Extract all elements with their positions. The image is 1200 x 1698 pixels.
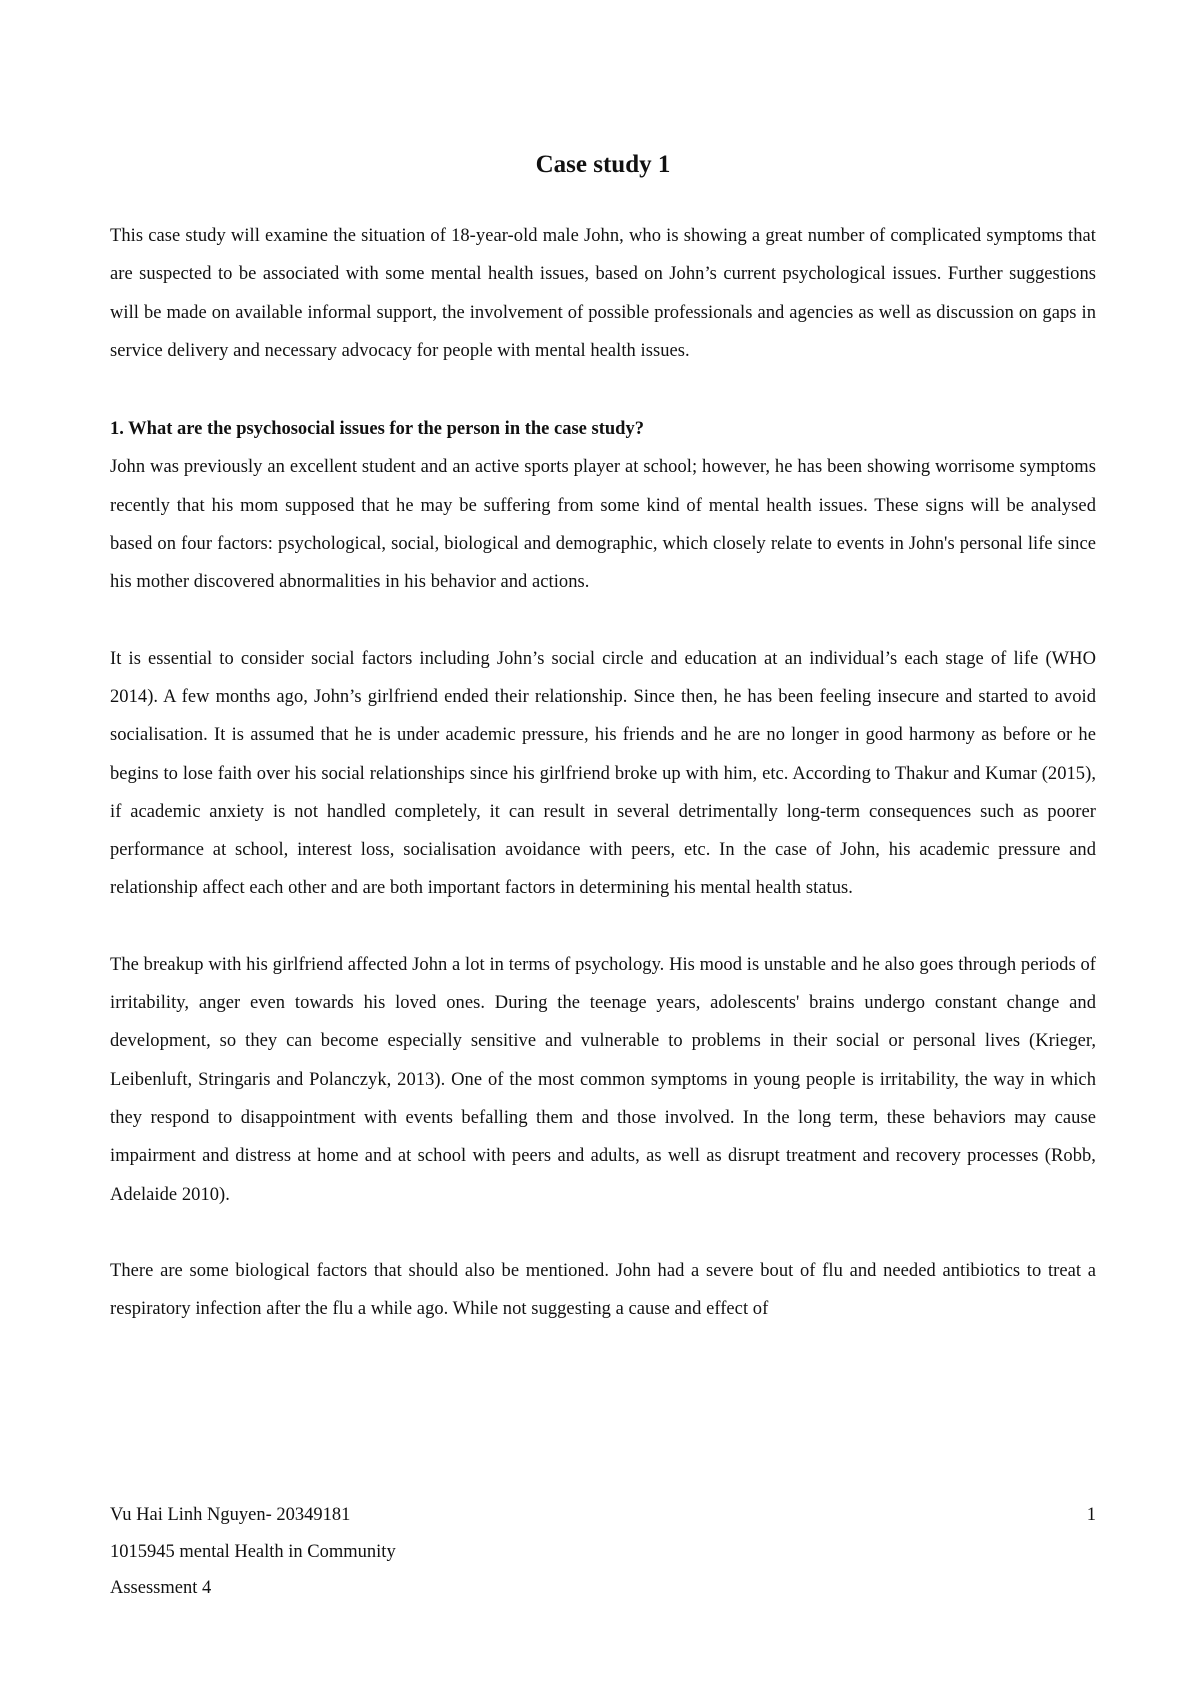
document-body (110, 145, 1096, 1328)
section-heading: 1. What are the psychosocial issues for the person in the case study? (110, 419, 644, 440)
footer-assessment: Assessment 4 (110, 1578, 212, 1598)
body-paragraph: The breakup with his girlfriend affected John a lot in terms of psychology. His mood is unstable and he also goes through periods of irritability, anger even towards his loved ones. During the teenage years, adolescents' brains undergo constant change and development, so they can become especially sensitive and vulnerable to problems in their social or personal lives (Krieger, Leibenluft, Stringaris and Polanczyk, 2013). One of the most common symptoms in young people is irritability, the way in which they respond to disappointment with events befalling them and those involved. In the long term, these behaviors may cause impairment and distress at home and at school with peers and adults, as well as disrupt treatment and recovery processes (Robb, Adelaide 2010). (110, 954, 1096, 1205)
footer-course: 1015945 mental Health in Community (110, 1541, 396, 1562)
body-paragraph: It is essential to consider social factors including John’s social circle and education at an individual’s each stage of life (WHO 2014). A few months ago, John’s girlfriend ended their relationship. Since then, he has been feeling insecure and started to avoid socialisation. It is assumed that he is under academic pressure, his friends and he are no longer in good harmony as before or he begins to lose faith over his social relationships since his girlfriend broke up with him, etc. According to Thakur and Kumar (2015), if academic anxiety is not handled completely, it can result in several detrimentally long-term consequences such as poorer performance at school, interest loss, socialisation avoidance with peers, etc. In the case of John, his academic pressure and relationship affect each other and are both important factors in determining his mental health status. (110, 648, 1096, 899)
intro-paragraph: This case study will examine the situation of 18-year-old male John, who is showing a great number of complicated symptoms that are suspected to be associated with some mental health issues, based on John’s current psychological issues. Further suggestions will be made on available informal support, the involvement of possible professionals and agencies as well as discussion on gaps in service delivery and necessary advocacy for people with mental health issues. (110, 226, 1096, 361)
page-title: Case study 1 (535, 151, 671, 178)
body-paragraph: There are some biological factors that should also be mentioned. John had a severe bout of flu and needed antibiotics to treat a respiratory infection after the flu a while ago. While not suggesting a cause and effect of (110, 1260, 1096, 1320)
page-number: 1 (1086, 1505, 1096, 1525)
page-footer (110, 1497, 1096, 1607)
body-paragraph: John was previously an excellent student and an active sports player at school; however, he has been showing worrisome symptoms recently that his mom supposed that he may be suffering from some kind of mental health issues. These signs will be analysed based on four factors: psychological, social, biological and demographic, which closely relate to events in John's personal life since his mother discovered abnormalities in his behavior and actions. (110, 457, 1096, 593)
footer-author: Vu Hai Linh Nguyen- 20349181 (110, 1505, 351, 1525)
